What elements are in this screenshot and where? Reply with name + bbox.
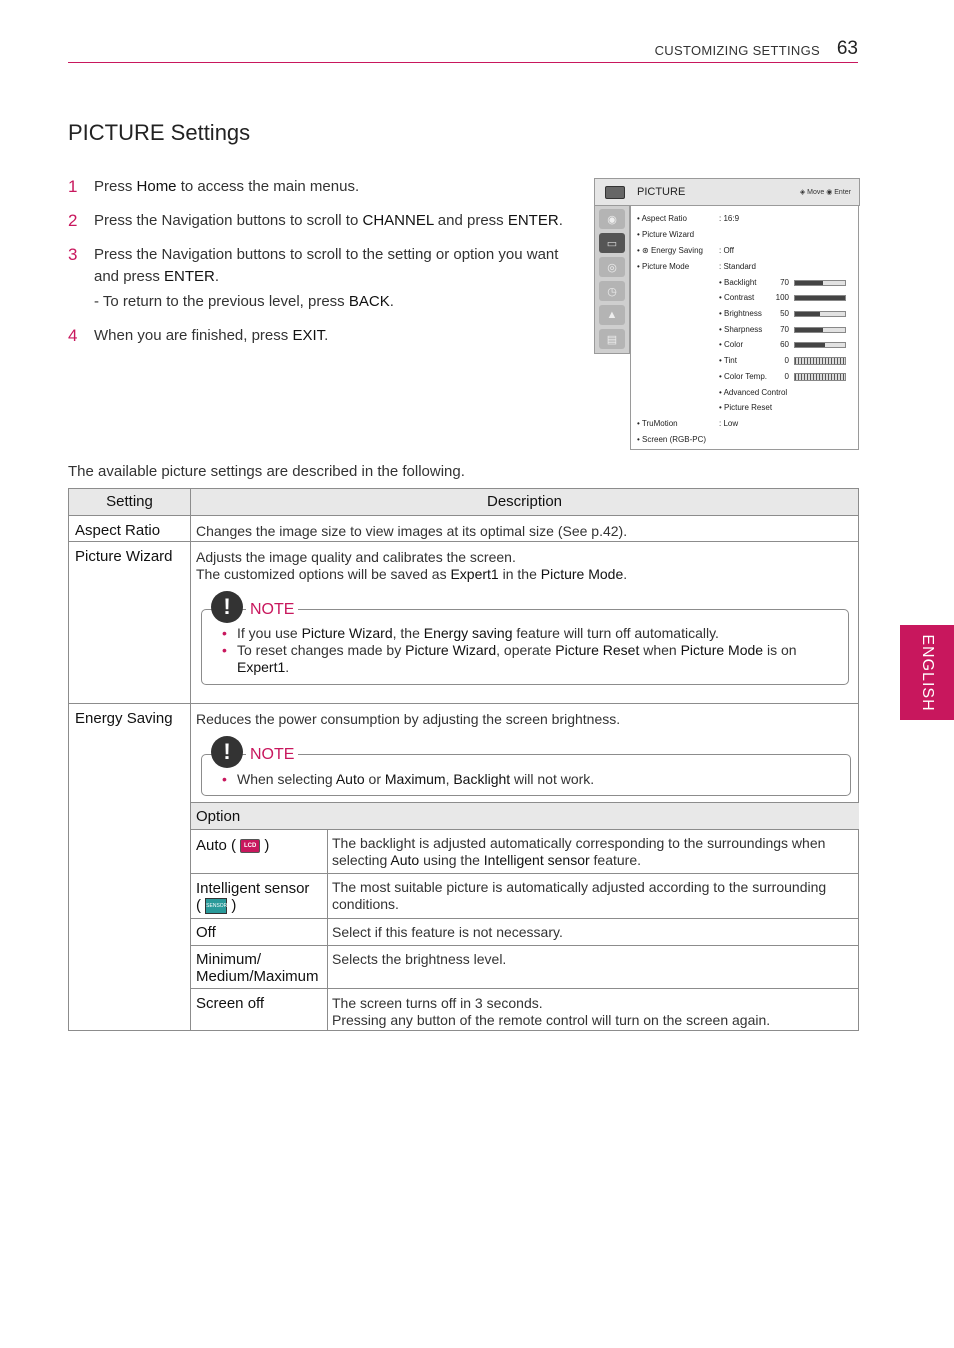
- tv-icon: [605, 186, 625, 199]
- intro-text: The available picture settings are described in the following.: [68, 463, 465, 480]
- osd-item: • Aspect Ratio : 16:9: [637, 214, 740, 223]
- osd-item: • Picture Mode : Standard: [637, 262, 756, 271]
- lock-icon: ▲: [599, 305, 625, 325]
- note-title: NOTE: [246, 745, 298, 765]
- desc-picture-wizard: Adjusts the image quality and calibrates the screen. The customized options will be saved as Expert1 in the Picture Mode.: [196, 549, 628, 582]
- note-picture-wizard: [201, 594, 849, 685]
- satellite-icon: ◉: [599, 209, 625, 229]
- level-bar: [794, 311, 846, 317]
- step-number: 1: [68, 177, 78, 196]
- setting-energy-saving: Energy Saving: [75, 710, 173, 727]
- level-bar: [794, 295, 846, 301]
- option-off: Off Select if this feature is not necessary.: [196, 924, 563, 941]
- level-bar: [794, 280, 846, 286]
- language-tab: ENGLISH: [900, 625, 954, 720]
- setting-aspect-ratio: Aspect Ratio: [75, 522, 161, 539]
- step-number: 2: [68, 211, 78, 230]
- header-description: Description: [191, 489, 858, 515]
- step-3-subnote: - To return to the previous level, press BACK.: [94, 293, 394, 310]
- osd-picture-menu: [594, 178, 860, 450]
- osd-sub-item: • Backlight 70: [631, 278, 860, 292]
- desc-energy-saving: Reduces the power consumption by adjusting the screen brightness.: [196, 711, 621, 727]
- setting-picture-wizard: Picture Wizard: [75, 548, 173, 565]
- desc-aspect-ratio: Changes the image size to view images at its optimal size (See p.42).: [196, 523, 628, 539]
- option-brightness-levels: Minimum/ Medium/Maximum Selects the brightness level.: [196, 951, 507, 985]
- osd-item: • Picture Wizard: [637, 230, 695, 239]
- page-title: PICTURE Settings: [68, 120, 251, 145]
- level-bar: [794, 327, 846, 333]
- osd-title-bar: [594, 178, 860, 206]
- osd-sub-item: • Contrast 100: [631, 293, 860, 307]
- osd-sub-item: • Color 60: [631, 340, 860, 354]
- note-item: • When selecting Auto or Maximum, Backlight will not work.: [222, 771, 595, 787]
- option-intelligent-sensor: Intelligent sensor ( SENSOR ) The most suitable picture is automatically adjusted according to the surrounding conditions.: [196, 879, 827, 914]
- option-screen-off: Screen off The screen turns off in 3 seconds. Pressing any button of the remote control will turn on the screen again.: [196, 995, 771, 1028]
- osd-item: • Screen (RGB-PC): [637, 435, 707, 444]
- osd-sub-item: • Advanced Control: [719, 388, 788, 397]
- settings-table: [68, 488, 859, 1031]
- osd-sidebar: [594, 206, 630, 354]
- option-icon: ▤: [599, 329, 625, 349]
- option-header: Option: [191, 803, 859, 829]
- tint-scale: [794, 357, 846, 365]
- page-number: 63: [836, 38, 858, 59]
- osd-item: • TruMotion : Low: [637, 419, 739, 428]
- osd-title: PICTURE: [637, 186, 686, 198]
- page-header: [68, 38, 858, 63]
- lcd-icon: LCD: [240, 839, 260, 853]
- note-item: • If you use Picture Wizard, the Energy saving feature will turn off automatically.: [222, 625, 719, 641]
- osd-item: • ⊛ Energy Saving : Off: [637, 246, 734, 255]
- steps-list: [68, 176, 583, 359]
- osd-sub-item: • Tint 0: [631, 356, 860, 370]
- step-4: 4 When you are finished, press EXIT.: [68, 326, 329, 345]
- exclamation-icon: !: [211, 736, 243, 768]
- osd-nav-hint: ◈ Move ◉ Enter: [799, 189, 851, 196]
- note-energy-saving: [201, 739, 851, 796]
- step-number: 3: [68, 245, 78, 264]
- intelligent-sensor-icon: SENSOR: [205, 898, 227, 914]
- option-auto: Auto ( LCD ) The backlight is adjusted automatically corresponding to the surroundings when selecting Auto using the Intelligent sensor feature.: [196, 835, 826, 868]
- osd-sub-item: • Brightness 50: [631, 309, 860, 323]
- note-title: NOTE: [246, 600, 298, 620]
- picture-icon: ▭: [599, 233, 625, 253]
- clock-icon: ◷: [599, 281, 625, 301]
- osd-sub-item: • Sharpness 70: [631, 325, 860, 339]
- level-bar: [794, 342, 846, 348]
- step-1: 1 Press Home to access the main menus.: [68, 177, 360, 196]
- header-setting: Setting: [69, 489, 190, 515]
- osd-sub-item: • Picture Reset: [719, 403, 773, 412]
- exclamation-icon: !: [211, 591, 243, 623]
- color-temp-scale: [794, 373, 846, 381]
- audio-icon: ◎: [599, 257, 625, 277]
- step-number: 4: [68, 326, 78, 345]
- section-title: CUSTOMIZING SETTINGS: [654, 43, 820, 58]
- osd-sub-item: • Color Temp. 0: [631, 372, 860, 386]
- osd-panel: [630, 206, 859, 450]
- note-item: • To reset changes made by Picture Wizard, operate Picture Reset when Picture Mode is on Expert1.: [222, 642, 797, 675]
- step-2: 2 Press the Navigation buttons to scroll to CHANNEL and press ENTER.: [68, 211, 563, 230]
- step-3: 3 Press the Navigation buttons to scroll to the setting or option you want and press ENTER. - To return to the previous level, press BACK.: [68, 244, 583, 313]
